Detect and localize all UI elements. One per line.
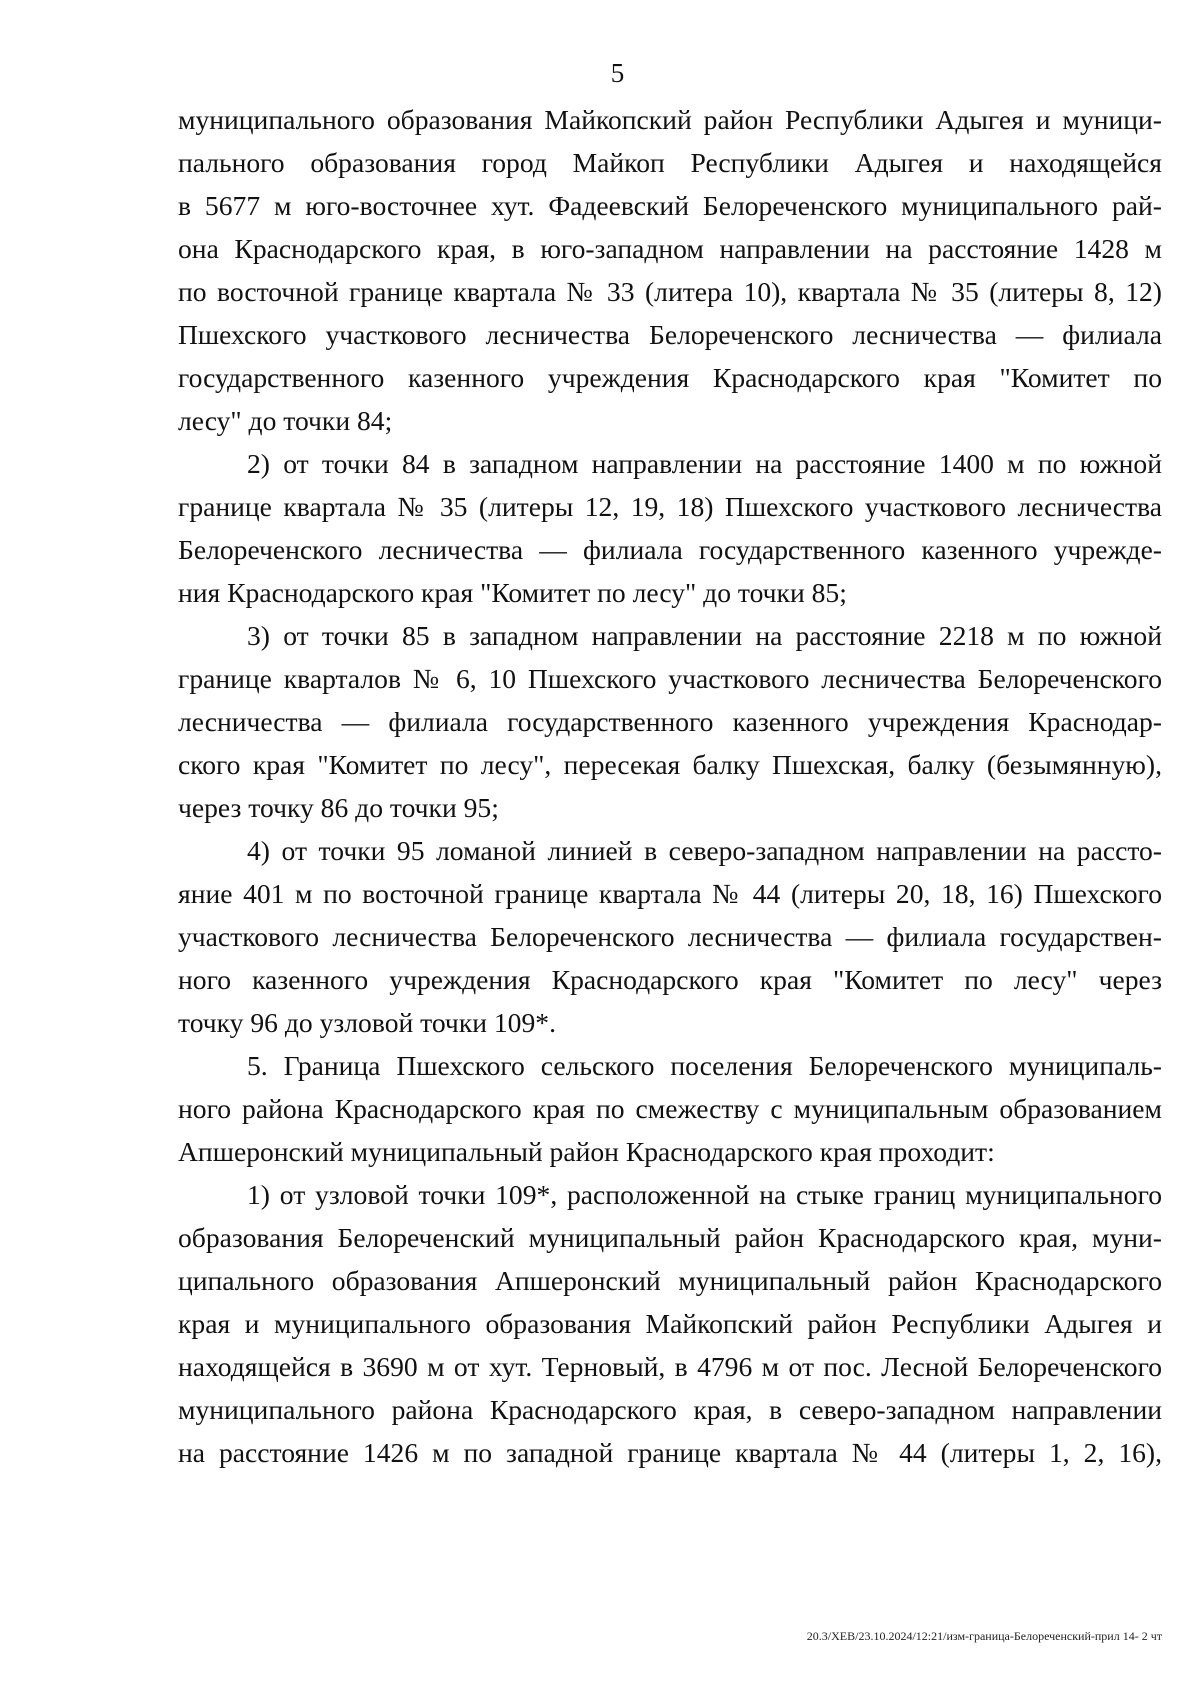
text-line: находящейся в 3690 м от хут. Терновый, в 4796 м от пос. Лесной Белореченского (178, 1351, 1162, 1382)
text-line: яние 401 м по восточной границе квартала № 44 (литеры 20, 18, 16) Пшехского (178, 878, 1162, 909)
text-line: в 5677 м юго-восточнее хут. Фадеевский Белореченского муниципального рай- (178, 190, 1162, 221)
text-line: через точку 86 до точки 95; (178, 792, 499, 823)
text-line: лесу" до точки 84; (178, 405, 393, 436)
text-line: 2) от точки 84 в западном направлении на расстояние 1400 м по южной (247, 448, 1162, 479)
text-line: муниципального образования Майкопский район Республики Адыгея и муници- (178, 104, 1162, 135)
text-line: Апшеронский муниципальный район Краснодарского края проходит: (178, 1136, 995, 1167)
footer-file-code: 20.3/ХЕВ/23.10.2024/12:21/изм-граница-Белореченский-прил 14- 2 чт (806, 1629, 1162, 1643)
text-line: Пшехского участкового лесничества Белореченского лесничества — филиала (178, 319, 1162, 350)
text-line: границе квартала № 35 (литеры 12, 19, 18) Пшехского участкового лесничества (178, 491, 1162, 522)
text-line: ного района Краснодарского края по смежеству с муниципальным образованием (178, 1093, 1162, 1124)
text-line: 1) от узловой точки 109*, расположенной на стыке границ муниципального (247, 1179, 1162, 1210)
text-line: края и муниципального образования Майкопский район Республики Адыгея и (178, 1308, 1162, 1339)
text-line: лесничества — филиала государственного казенного учреждения Краснодар- (178, 706, 1162, 737)
text-line: по восточной границе квартала № 33 (литера 10), квартала № 35 (литеры 8, 12) (178, 276, 1162, 307)
text-line: государственного казенного учреждения Краснодарского края "Комитет по (178, 362, 1162, 393)
text-line: участкового лесничества Белореченского лесничества — филиала государствен- (178, 921, 1162, 952)
text-line: ципального образования Апшеронский муниципальный район Краснодарского (178, 1265, 1162, 1296)
text-line: образования Белореченский муниципальный район Краснодарского края, муни- (178, 1222, 1162, 1253)
text-line: ного казенного учреждения Краснодарского края "Комитет по лесу" через (178, 964, 1162, 995)
text-line: 4) от точки 95 ломаной линией в северо-западном направлении на рассто- (247, 835, 1162, 866)
text-line: ского края "Комитет по лесу", пересекая балку Пшехская, балку (безымянную), (178, 749, 1162, 780)
text-line: 3) от точки 85 в западном направлении на расстояние 2218 м по южной (247, 620, 1162, 651)
page-number: 5 (610, 58, 625, 88)
text-line: точку 96 до узловой точки 109*. (178, 1007, 556, 1038)
text-line: муниципального района Краснодарского края, в северо-западном направлении (178, 1394, 1162, 1425)
text-line: она Краснодарского края, в юго-западном направлении на расстояние 1428 м (178, 233, 1162, 264)
text-line: границе кварталов № 6, 10 Пшехского участкового лесничества Белореченского (178, 663, 1162, 694)
text-line: на расстояние 1426 м по западной границе квартала № 44 (литеры 1, 2, 16), (178, 1437, 1162, 1468)
text-line: Белореченского лесничества — филиала государственного казенного учрежде- (178, 534, 1162, 565)
text-line: 5. Граница Пшехского сельского поселения Белореченского муниципаль- (247, 1050, 1162, 1081)
text-line: пального образования город Майкоп Республики Адыгея и находящейся (178, 147, 1162, 178)
text-line: ния Краснодарского края "Комитет по лесу" до точки 85; (178, 577, 847, 608)
